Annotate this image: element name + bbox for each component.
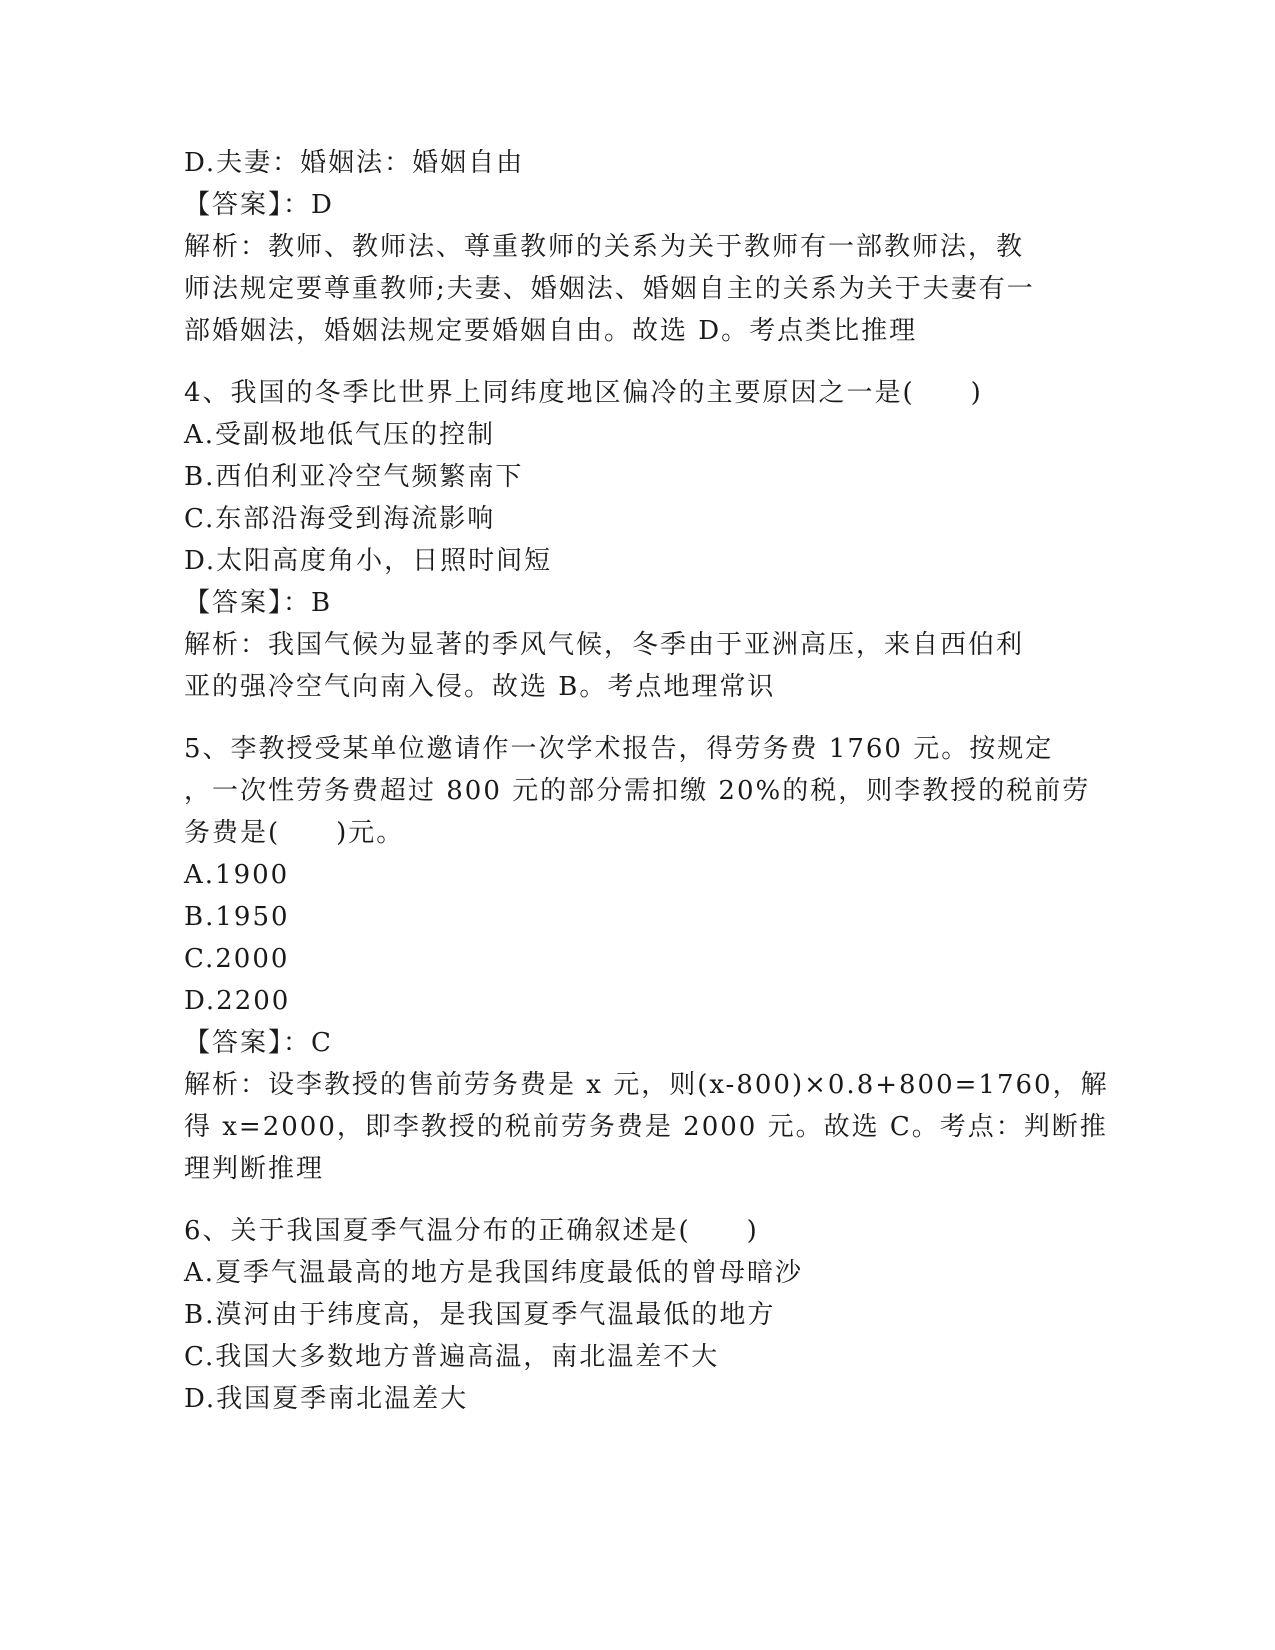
explanation-line: 解析：设李教授的售前劳务费是 x 元，则(x-800)×0.8+800=1760，解 bbox=[184, 1070, 1109, 1100]
question-stem: 4、我国的冬季比世界上同纬度地区偏冷的主要原因之一是( ) bbox=[184, 378, 983, 408]
explanation-line: 解析：教师、教师法、尊重教师的关系为关于教师有一部教师法，教 bbox=[184, 232, 1025, 262]
answer-separator: ： bbox=[283, 1028, 312, 1058]
answer-value: D bbox=[311, 190, 334, 220]
question-stem: 6、关于我国夏季气温分布的正确叙述是( ) bbox=[184, 1216, 759, 1246]
answer-line bbox=[184, 1022, 1084, 1064]
explanation-line: 得 x=2000，即李教授的税前劳务费是 2000 元。故选 C。考点：判断推 bbox=[184, 1112, 1108, 1142]
option-b: B.漠河由于纬度高，是我国夏季气温最低的地方 bbox=[184, 1300, 776, 1330]
question-6 bbox=[184, 1210, 1084, 1420]
document-page bbox=[184, 142, 1109, 1420]
answer-separator: ： bbox=[283, 588, 312, 618]
option-d: D.夫妻：婚姻法：婚姻自由 bbox=[184, 148, 525, 178]
option-c: C.东部沿海受到海流影响 bbox=[184, 504, 496, 534]
answer-value: B bbox=[311, 588, 333, 618]
answer-label: 【答案】 bbox=[184, 190, 284, 220]
explanation-line: 师法规定要尊重教师;夫妻、婚姻法、婚姻自主的关系为关于夫妻有一 bbox=[184, 274, 1035, 304]
explanation-line: 理判断推理 bbox=[184, 1154, 325, 1184]
answer-line bbox=[184, 582, 1084, 624]
option-a: A.受副极地低气压的控制 bbox=[184, 420, 496, 450]
option-d: D.2200 bbox=[184, 986, 291, 1016]
option-c: C.2000 bbox=[184, 944, 290, 974]
option-c: C.我国大多数地方普遍高温，南北温差不大 bbox=[184, 1342, 720, 1372]
explanation-line: 亚的强冷空气向南入侵。故选 B。考点地理常识 bbox=[184, 672, 776, 702]
option-a: A.1900 bbox=[184, 860, 290, 890]
question-5 bbox=[184, 728, 1109, 1190]
option-d: D.太阳高度角小，日照时间短 bbox=[184, 546, 553, 576]
option-b: B.1950 bbox=[184, 902, 290, 932]
answer-line bbox=[184, 184, 1084, 226]
option-b: B.西伯利亚冷空气频繁南下 bbox=[184, 462, 524, 492]
explanation-line: 解析：我国气候为显著的季风气候，冬季由于亚洲高压，来自西伯利 bbox=[184, 630, 1025, 660]
answer-separator: ： bbox=[283, 190, 312, 220]
question-stem: 5、李教授受某单位邀请作一次学术报告，得劳务费 1760 元。按规定 bbox=[184, 734, 1054, 764]
answer-label: 【答案】 bbox=[184, 588, 284, 618]
option-d: D.我国夏季南北温差大 bbox=[184, 1384, 469, 1414]
answer-value: C bbox=[311, 1028, 333, 1058]
option-a: A.夏季气温最高的地方是我国纬度最低的曾母暗沙 bbox=[184, 1258, 804, 1288]
answer-label: 【答案】 bbox=[184, 1028, 284, 1058]
explanation-line: 部婚姻法，婚姻法规定要婚姻自由。故选 D。考点类比推理 bbox=[184, 316, 918, 346]
question-stem: ，一次性劳务费超过 800 元的部分需扣缴 20%的税，则李教授的税前劳 bbox=[184, 776, 1091, 806]
question-4 bbox=[184, 372, 1084, 708]
question-stem: 务费是( )元。 bbox=[184, 818, 405, 848]
prev-question bbox=[184, 142, 1084, 352]
